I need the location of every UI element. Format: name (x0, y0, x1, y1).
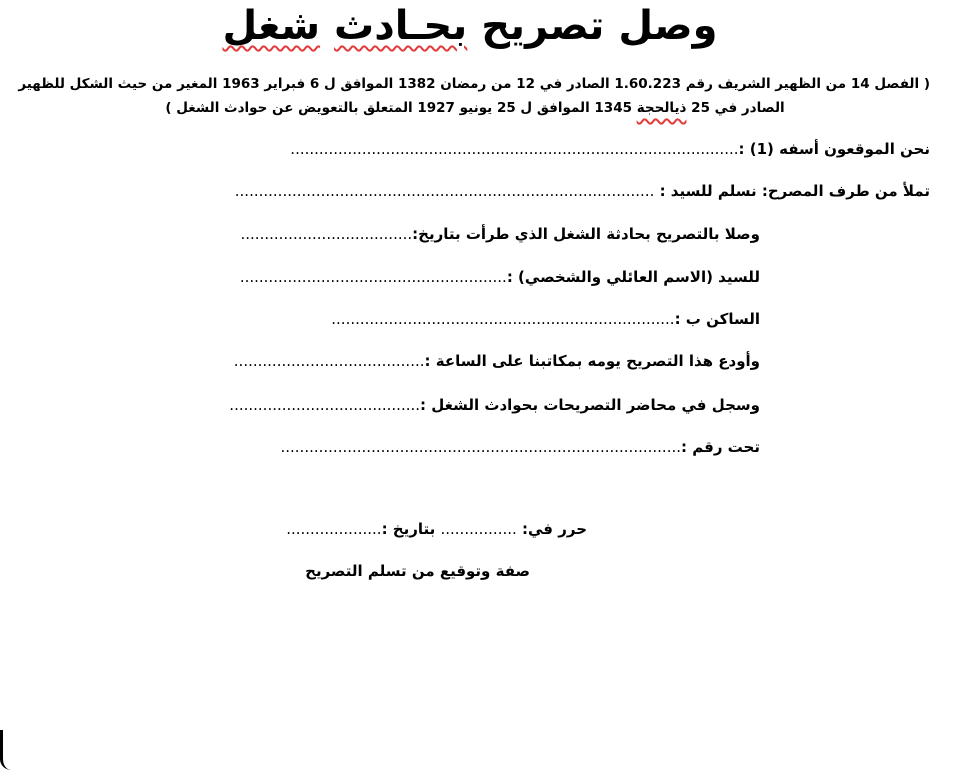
field-register (229, 395, 760, 415)
field-label: نحن الموقعون أسفه (1) : (738, 140, 930, 158)
signed-at-and-date (286, 519, 587, 539)
field-deposit-time (234, 351, 760, 371)
field-blank: .............................................................................................. (290, 140, 739, 158)
field-signatories (290, 139, 930, 159)
date-label: بتاريخ : (381, 520, 441, 538)
legal-reference (20, 72, 930, 120)
field-blank: ........................................ (233, 352, 425, 370)
field-label: الساكن ب : (674, 310, 760, 328)
signed-at-label: حرر في: (516, 520, 587, 538)
title-word-4: شغل (222, 3, 321, 49)
field-full-name (240, 267, 760, 287)
legal-reference-line-1: ( الفصل 14 من الظهير الشريف رقم 1.60.223 الصادر في 12 من رمضان 1382 الموافق ل 6 فبراير 1963 المغير من حيث الشكل للظهير (18, 76, 930, 92)
field-label: للسيد (الاسم العائلي والشخصي) : (506, 268, 760, 286)
date-blank: .................... (286, 520, 382, 538)
field-address (331, 309, 760, 329)
field-recipient (235, 181, 930, 201)
field-blank: .................................... (240, 225, 413, 243)
field-blank: ........................................................................ (331, 310, 675, 328)
field-blank: ........................................ (229, 396, 421, 414)
field-blank: .................................................................................... (280, 438, 682, 456)
field-label: وأودع هذا التصريح يومه بمكاتبنا على الساعة : (424, 352, 760, 370)
legal-reference-line-2-end: 1345 الموافق ل 25 يونيو 1927 المتعلق بالتعويض عن حوادث الشغل ) (165, 100, 637, 116)
legal-reference-line-2 (20, 96, 930, 120)
legal-reference-misspelled-word: ذيالحجة (636, 100, 687, 116)
field-blank: ........................................................................................ (234, 182, 655, 200)
page-corner-border (0, 730, 11, 770)
field-number (280, 437, 760, 457)
title-word-2: تصريح (481, 3, 605, 49)
document-title (0, 2, 940, 50)
field-accident-date (241, 224, 761, 244)
title-word-3: بحـادث (334, 3, 468, 49)
title-word-1: وصل (618, 3, 718, 49)
legal-reference-line-2-start: الصادر في 25 (686, 100, 785, 116)
signed-at-blank: ................ (440, 520, 517, 538)
field-label: وسجل في محاضر التصريحات بحوادث الشغل : (420, 396, 760, 414)
field-label: تحت رقم : (681, 438, 760, 456)
field-blank: ........................................................ (239, 268, 507, 286)
field-label: تملأ من طرف المصرح: نسلم للسيد : (654, 182, 930, 200)
field-label: وصلا بالتصريح بحادثة الشغل الذي طرأت بتاريخ: (412, 225, 760, 243)
signature-caption: صفة وتوقيع من تسلم التصريح (305, 562, 530, 580)
